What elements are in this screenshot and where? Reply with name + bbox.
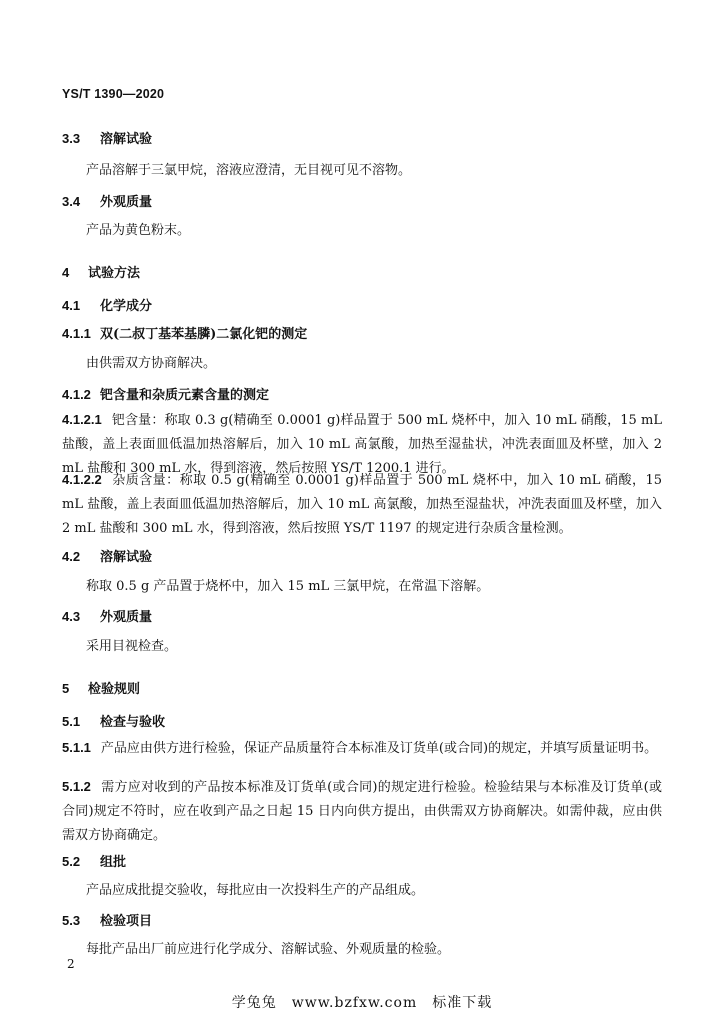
section-title: 检验项目 <box>100 914 153 929</box>
heading-4-1 <box>62 295 152 314</box>
paragraph-number: 5.1.1 <box>62 740 91 755</box>
section-number: 5.3 <box>62 913 81 928</box>
page-number: 2 <box>67 957 75 971</box>
paragraph-5-2: 产品应成批提交验收，每批应由一次投料生产的产品组成。 <box>86 883 425 898</box>
paragraph-5-1-2 <box>62 775 662 848</box>
heading-4-1-1 <box>62 323 307 342</box>
paragraph-4-2: 称取 0.5 g 产品置于烧杯中，加入 15 mL 三氯甲烷，在常温下溶解。 <box>86 579 490 594</box>
section-number: 5.2 <box>62 854 81 869</box>
section-number: 4.1 <box>62 298 81 313</box>
heading-5 <box>62 678 140 697</box>
paragraph-5-1-1 <box>62 736 662 761</box>
section-title: 检查与验收 <box>100 715 166 730</box>
footer-watermark: 学兔兔 www.bzfxw.com 标准下载 <box>231 995 493 1011</box>
paragraph-number: 4.1.2.2 <box>62 472 102 487</box>
section-number: 5 <box>62 681 70 696</box>
section-number: 5.1 <box>62 714 81 729</box>
paragraph-3-4: 产品为黄色粉末。 <box>86 223 191 238</box>
heading-4-1-2 <box>62 384 269 403</box>
paragraph-5-3: 每批产品出厂前应进行化学成分、溶解试验、外观质量的检验。 <box>86 942 451 957</box>
section-title: 检验规则 <box>88 682 141 697</box>
section-title: 外观质量 <box>100 195 153 210</box>
section-number: 3.3 <box>62 131 81 146</box>
section-number: 3.4 <box>62 194 81 209</box>
heading-3-3 <box>62 128 152 147</box>
heading-4-2 <box>62 546 152 565</box>
section-title: 溶解试验 <box>100 132 153 147</box>
paragraph-3-3: 产品溶解于三氯甲烷，溶液应澄清，无目视可见不溶物。 <box>86 163 412 178</box>
heading-5-2 <box>62 851 126 870</box>
section-title: 化学成分 <box>100 299 153 314</box>
section-title: 钯含量和杂质元素含量的测定 <box>100 388 270 403</box>
paragraph-number: 4.1.2.1 <box>62 412 102 427</box>
section-number: 4 <box>62 265 70 280</box>
section-title: 试验方法 <box>88 266 141 281</box>
paragraph-text: 钯含量：称取 0.3 g(精确至 0.0001 g)样品置于 500 mL 烧杯中，加入 10 mL 硝酸，15 mL 盐酸，盖上表面皿低温加热溶解后，加入 10 mL 高氯酸，加热至湿盐状，冲洗表面皿及杯壁，加入 2 mL 盐酸和 300 mL 水，得到溶液，然后按照 YS/T 1200.1 进行。 <box>62 413 662 476</box>
paragraph-4-3: 采用目视检查。 <box>86 639 178 654</box>
section-number: 4.3 <box>62 609 81 624</box>
paragraph-text: 产品应由供方进行检验，保证产品质量符合本标准及订货单(或合同)的规定，并填写质量证明书。 <box>100 741 658 756</box>
heading-5-3 <box>62 910 152 929</box>
heading-4-3 <box>62 606 152 625</box>
paragraph-number: 5.1.2 <box>62 779 91 794</box>
paragraph-text: 需方应对收到的产品按本标准及订货单(或合同)的规定进行检验。检验结果与本标准及订货单(或合同)规定不符时，应在收到产品之日起 15 日内向供方提出，由供需双方协商解决。如需仲裁，应由供需双方协商确定。 <box>62 780 662 843</box>
section-number: 4.1.2 <box>62 387 91 402</box>
heading-4 <box>62 262 140 281</box>
heading-3-4 <box>62 191 152 210</box>
section-number: 4.1.1 <box>62 326 91 341</box>
paragraph-text: 杂质含量：称取 0.5 g(精确至 0.0001 g)样品置于 500 mL 烧杯中，加入 10 mL 硝酸，15 mL 盐酸，盖上表面皿低温加热溶解后，加入 10 mL 高氯酸，加热至湿盐状，冲洗表面皿及杯壁，加入 2 mL 盐酸和 300 mL 水，得到溶液，然后按照 YS/T 1197 的规定进行杂质含量检测。 <box>62 473 662 536</box>
standard-code: YS/T 1390—2020 <box>62 87 165 101</box>
paragraph-4-1-2-2 <box>62 468 662 541</box>
paragraph-4-1-1: 由供需双方协商解决。 <box>86 356 217 371</box>
section-number: 4.2 <box>62 549 81 564</box>
section-title: 组批 <box>100 855 127 870</box>
section-title: 溶解试验 <box>100 550 153 565</box>
heading-5-1 <box>62 711 165 730</box>
section-title: 双(二叔丁基苯基膦)二氯化钯的测定 <box>100 327 308 342</box>
section-title: 外观质量 <box>100 610 153 625</box>
